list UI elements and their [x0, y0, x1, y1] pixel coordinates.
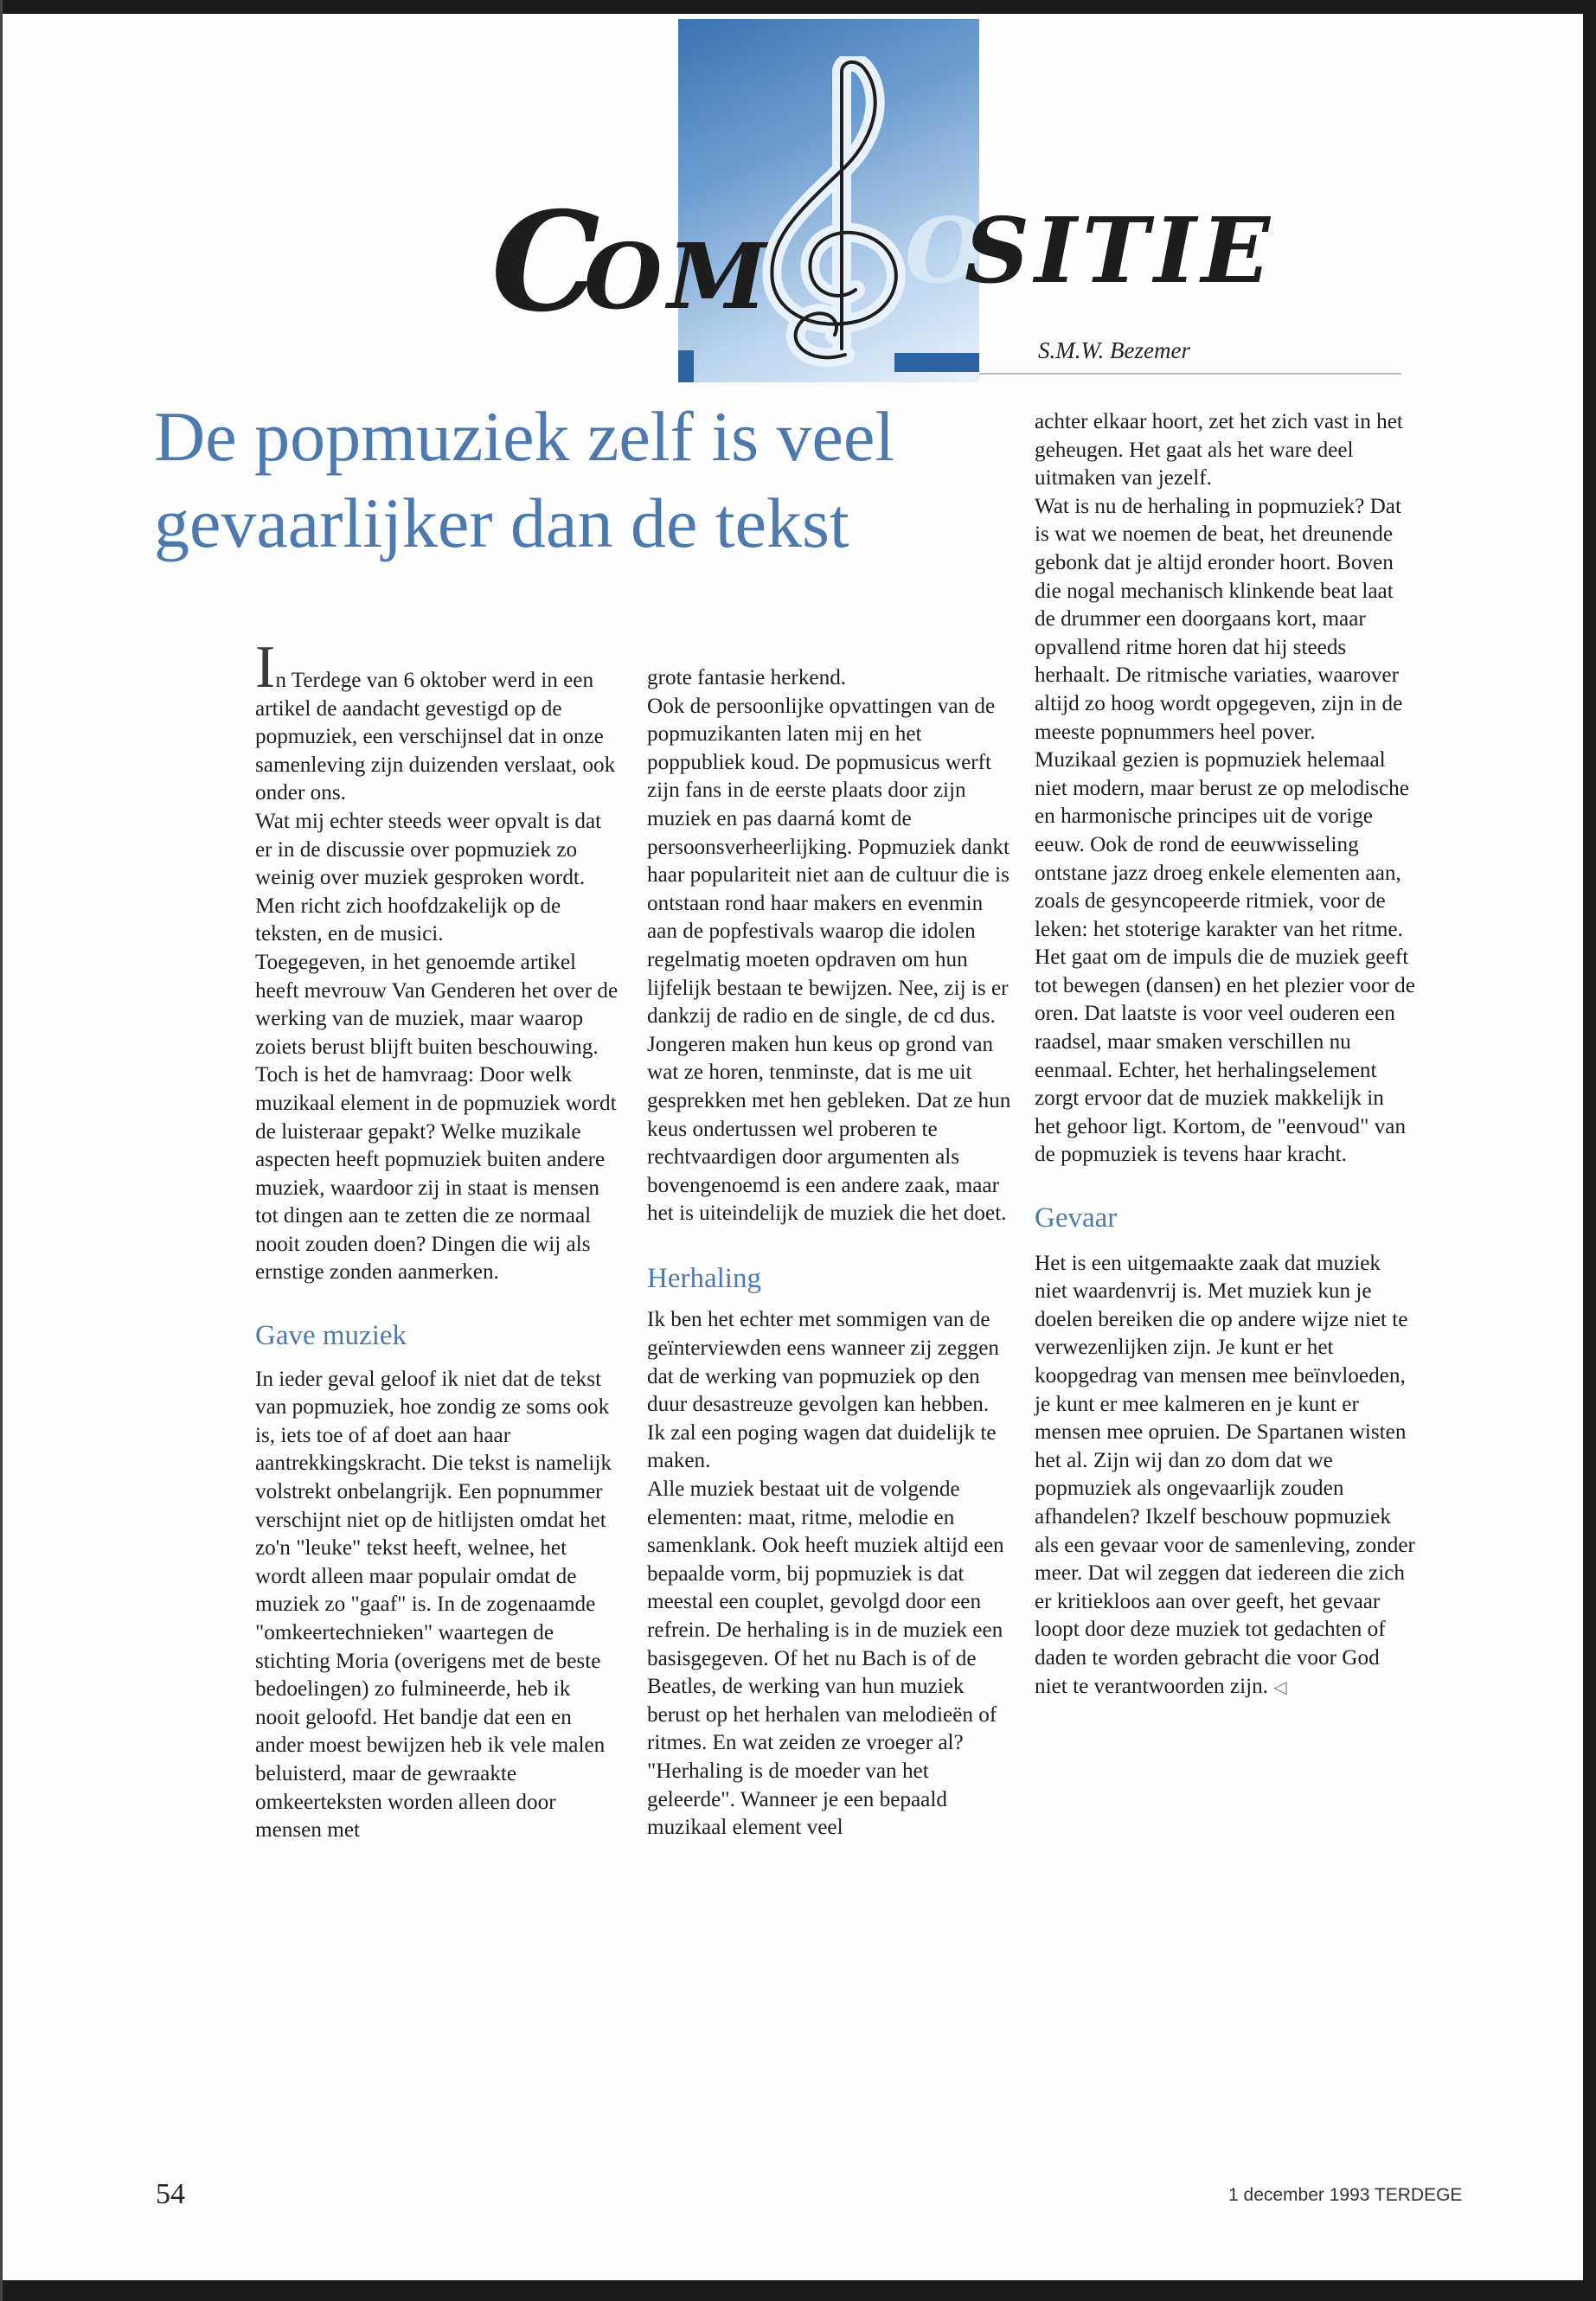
- issue-footer: 1 december 1993 TERDEGE: [1228, 2185, 1463, 2205]
- intro-text: n Terdege van 6 oktober werd in een artikel de aandacht gevestigd op de popmuziek, een verschijnsel dat in onze samenleving zijn duizenden verslaat, ook onder ons.: [255, 669, 616, 805]
- closing-text: Het is een uitgemaakte zaak dat muziek niet waardenvrij is. Met muziek kun je doelen bereiken die op andere wijze niet te verwezenlijken zijn. Je kunt er het koopgedrag van mensen mee beïnvloeden, je kunt er mee kalmeren en je kunt er mensen mee opruien. De Spartanen wisten het al. Zijn wij dan zo dom dat we popmuziek als ongevaarlijk zouden afhandelen? Ikzelf beschouw popmuziek als een gevaar voor de samenleving, zonder meer. Dat wil zeggen dat iedereen die zich er kritiekloos aan over geeft, het gevaar loopt door deze muziek tot gedachten of daden te worden gebracht die voor God niet te verantwoorden zijn.: [1035, 1251, 1415, 1698]
- logo-letters-sitie: SITIE: [965, 197, 1276, 304]
- scan-edge-bottom: [0, 2280, 1596, 2301]
- paragraph: Ik ben het echter met sommigen van de geïnterviewden eens wanneer zij zeggen dat de werking van popmuziek op den duur desastreuze gevolgen kan hebben. Ik zal een poging wagen dat duidelijk te maken.: [647, 1308, 999, 1473]
- article-headline: De popmuziek zelf is veel gevaarlijker dan de tekst: [154, 397, 895, 562]
- paragraph: Toegegeven, in het genoemde artikel heeft mevrouw Van Genderen het over de werking van de muziek, maar waarop zoiets berust blijft buiten beschouwing. Toch is het de hamvraag: Door welk muzikaal element in de popmuziek wordt de luisteraar gepakt? Welke muzikale aspecten heeft popmuziek buiten andere muziek, waardoor zij in staat is mensen tot dingen aan te zetten die ze normaal nooit zouden doen? Dingen die wij als ernstige zonden aanmerken.: [255, 950, 619, 1285]
- paragraph: [255, 634, 619, 808]
- author-byline: S.M.W. Bezemer: [1038, 337, 1190, 363]
- scan-edge-left: [0, 0, 3, 2301]
- logo-rule-line: [979, 373, 1401, 375]
- paragraph: Ook de persoonlijke opvattingen van de popmuzikanten laten mij en het poppubliek koud. De popmusicus werft zijn fans in de eerste plaats door zijn muziek en pas daarná komt de persoonsverheerlijking. Popmuziek dankt haar populariteit niet aan de cultuur die is ontstaan rond haar makers en evenmin aan de popfestivals waarop die idolen regelmatig moeten opdraven om hun lijfelijk bestaan te bewijzen. Nee, zij is er dankzij de radio en de single, de cd dus. Jongeren maken hun keus op grond van wat ze horen, tenminste, dat is me uit gesprekken met hen gebleken. Dat ze hun keus ondertussen wel proberen te rechtvaardigen door argumenten als bovengenoemd is een andere zaak, maar het is uiteindelijk de muziek die het doet.: [647, 694, 1011, 1226]
- treble-clef-icon: [748, 56, 921, 368]
- logo-letter-c: C: [491, 183, 600, 343]
- paragraph: Wat mij echter steeds weer opvalt is dat er in de discussie over popmuziek zo weinig over muziek gesproken wordt. Men richt zich hoofdzakelijk op de teksten, en de musici.: [255, 809, 602, 946]
- paragraph: In ieder geval geloof ik niet dat de tekst van popmuziek, hoe zondig ze soms ook is, iets toe of af doet aan haar aantrekkingskracht. Die tekst is namelijk volstrekt onbelangrijk. Een popnummer verschijnt niet op de hitlijsten omdat het zo'n "leuke" tekst heeft, welnee, het wordt alleen maar populair omdat de muziek zo "gaaf" is. In de zogenaamde "omkeertechnieken" waartegen de stichting Moria (overigens met de beste bedoelingen) zo fulmineerde, heb ik nooit geloofd. Het bandje dat een en ander moest bewijzen heb ik vele malen beluisterd, maar de gewraakte omkeerteksten worden alleen door mensen met: [255, 1367, 612, 1843]
- text-column-1: [255, 634, 619, 1845]
- page-number: 54: [156, 2178, 185, 2210]
- subheading-herhaling: Herhaling: [647, 1262, 761, 1294]
- paragraph: Alle muziek bestaat uit de volgende elementen: maat, ritme, melodie en samenklank. Ook heeft muziek altijd een bepaalde vorm, bij popmuziek is dat meestal een couplet, gevolgd door een refrein. De herhaling is in de muziek een basisgegeven. Of het nu Bach is of de Beatles, de werking van hun muziek berust op het herhalen van melodieën of ritmes. En wat zeiden ze vroeger al? "Herhaling is de moeder van het geleerde". Wanneer je een bepaald muzikaal element veel: [647, 1477, 1004, 1840]
- drop-cap: I: [255, 634, 276, 701]
- scan-edge-right: [1583, 0, 1596, 2301]
- paragraph: Wat is nu de herhaling in popmuziek? Dat is wat we noemen de beat, het dreunende gebonk dat je altijd eronder hoort. Boven die nogal mechanisch klinkende beat laat de drummer een doorgaans kort, maar opvallend ritme horen dat hij steeds herhaalt. De ritmische variaties, waarover altijd zo hoog wordt opgegeven, zijn in de meeste popnummers heel pover.: [1035, 494, 1403, 744]
- paragraph: grote fantasie herkend.: [647, 666, 847, 689]
- logo-accent-bar: [678, 350, 694, 382]
- subheading-gevaar: Gevaar: [1035, 1202, 1118, 1234]
- scan-edge-top: [0, 0, 1596, 14]
- logo-letter-o: O: [905, 197, 984, 304]
- end-mark-icon: ◁: [1273, 1677, 1287, 1697]
- logo-letters-om: OM: [584, 223, 772, 330]
- paragraph: [1035, 1250, 1415, 1702]
- paragraph: achter elkaar hoort, zet het zich vast in het geheugen. Het gaat als het ware deel uitmaken van jezelf.: [1035, 410, 1403, 490]
- paragraph: Muzikaal gezien is popmuziek helemaal niet modern, maar berust ze op melodische en harmonische principes uit de vorige eeuw. Ook de rond de eeuwwisseling ontstane jazz droeg enkele elementen aan, zoals de gesyncopeerde ritmiek, voor de leken: het stoterige karakter van het ritme. Het gaat om de impuls die de muziek geeft tot bewegen (dansen) en het plezier voor de oren. Dat laatste is voor veel ouderen een raadsel, maar smaken verschillen nu eenmaal. Echter, het herhalingselement zorgt ervoor dat de muziek makkelijk in het gehoor ligt. Kortom, de "eenvoud" van de popmuziek is tevens haar kracht.: [1035, 748, 1415, 1167]
- subheading-gave-muziek: Gave muziek: [255, 1320, 407, 1352]
- text-column-2: [647, 664, 1012, 1843]
- text-column-3: [1035, 408, 1415, 1702]
